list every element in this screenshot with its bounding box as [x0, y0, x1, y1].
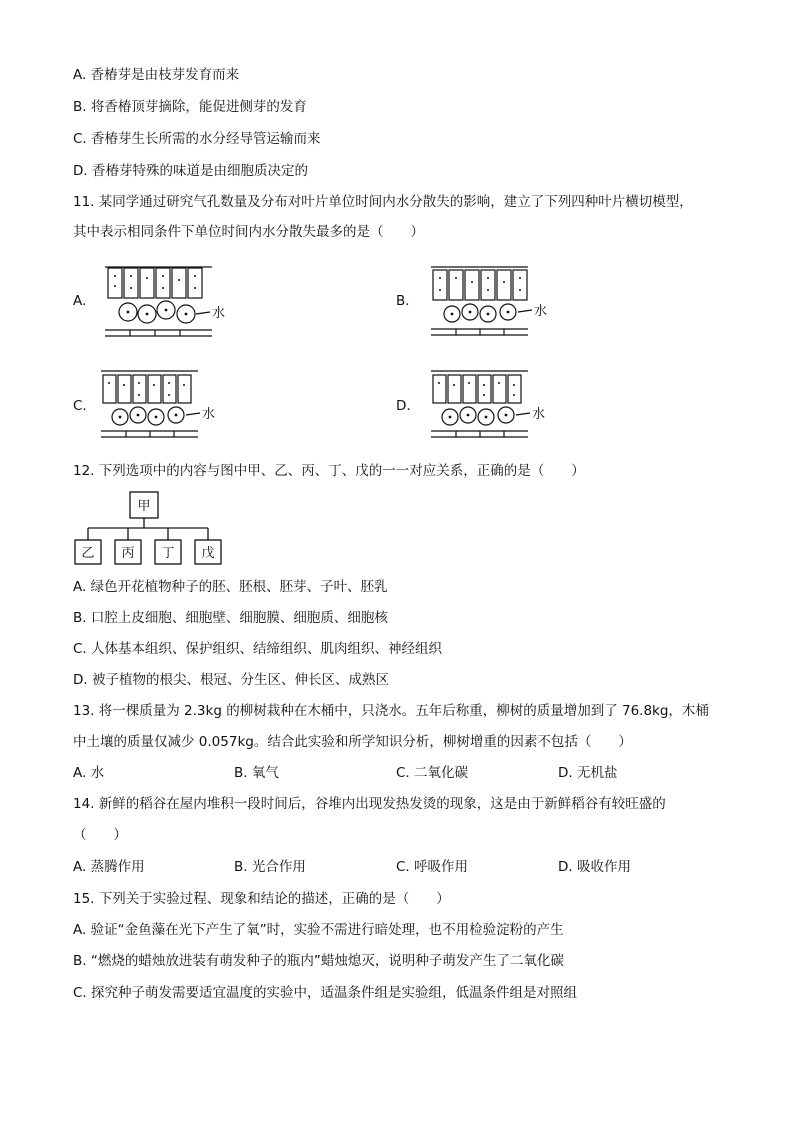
diagram-label-bing: 丙 [121, 546, 135, 561]
water-label-a: 水 [212, 306, 226, 321]
leaf-model-b [428, 262, 568, 342]
q12-stem: 12. 下列选项中的内容与图中甲、乙、丙、丁、戊的一一对应关系，正确的是（ ） [73, 463, 585, 479]
q14-option-d: D. 吸收作用 [558, 859, 631, 875]
water-label-b: 水 [534, 304, 548, 319]
q13-stem-line2: 中土壤的质量仅减少 0.057kg。结合此实验和所学知识分析，柳树增重的因素不包括（ ） [73, 734, 632, 750]
q14-option-c: C. 呼吸作用 [396, 859, 469, 875]
diagram-label-wu: 戊 [201, 546, 215, 561]
leaf-model-c [98, 365, 238, 445]
q15-option-c: C. 探究种子萌发需要适宜温度的实验中，适温条件组是实验组，低温条件组是对照组 [73, 985, 578, 1001]
water-label-c: 水 [202, 407, 216, 422]
q12-tree-diagram [70, 488, 230, 568]
q12-option-c: C. 人体基本组织、保护组织、结缔组织、肌肉组织、神经组织 [73, 641, 443, 657]
q11-stem-line2: 其中表示相同条件下单位时间内水分散失最多的是（ ） [73, 224, 424, 240]
q13-option-b: B. 氧气 [234, 765, 279, 781]
q11-stem-line1: 11. 某同学通过研究气孔数量及分布对叶片单位时间内水分散失的影响，建立了下列四种叶片横切模型， [73, 194, 693, 210]
water-label-d: 水 [532, 407, 546, 422]
q14-stem-line2: （ ） [73, 827, 127, 843]
q15-stem: 15. 下列关于实验过程、现象和结论的描述，正确的是（ ） [73, 891, 450, 907]
q15-option-b: B. “燃烧的蜡烛放进装有萌发种子的瓶内”蜡烛熄灭，说明种子萌发产生了二氧化碳 [73, 953, 564, 969]
q13-stem-line1: 13. 将一棵质量为 2.3kg 的柳树栽种在木桶中，只浇水。五年后称重，柳树的质量增加到了 76.8kg，木桶 [73, 703, 709, 719]
leaf-model-a [100, 262, 240, 342]
q11-label-d: D. [396, 398, 411, 414]
q12-option-a: A. 绿色开花植物种子的胚、胚根、胚芽、子叶、胚乳 [73, 579, 388, 595]
leaf-model-d [428, 365, 568, 445]
q13-option-d: D. 无机盐 [558, 765, 618, 781]
q10-option-a: A. 香椿芽是由枝芽发育而来 [73, 67, 240, 83]
q13-option-a: A. 水 [73, 765, 105, 781]
q10-option-b: B. 将香椿顶芽摘除，能促进侧芽的发育 [73, 99, 307, 115]
q10-option-d: D. 香椿芽特殊的味道是由细胞质决定的 [73, 163, 308, 179]
q11-label-a: A. [73, 293, 87, 309]
diagram-label-jia: 甲 [137, 499, 151, 514]
q15-option-a: A. 验证“金鱼藻在光下产生了氧”时，实验不需进行暗处理，也不用检验淀粉的产生 [73, 922, 564, 938]
diagram-label-ding: 丁 [161, 546, 175, 561]
q13-option-c: C. 二氧化碳 [396, 765, 469, 781]
q12-option-d: D. 被子植物的根尖、根冠、分生区、伸长区、成熟区 [73, 672, 389, 688]
q14-option-b: B. 光合作用 [234, 859, 306, 875]
diagram-label-yi: 乙 [81, 546, 95, 561]
q14-stem-line1: 14. 新鲜的稻谷在屋内堆积一段时间后，谷堆内出现发热发烫的现象，这是由于新鲜稻谷有较旺盛的 [73, 796, 666, 812]
q14-option-a: A. 蒸腾作用 [73, 859, 145, 875]
q12-option-b: B. 口腔上皮细胞、细胞壁、细胞膜、细胞质、细胞核 [73, 610, 388, 626]
q10-option-c: C. 香椿芽生长所需的水分经导管运输而来 [73, 131, 321, 147]
q11-label-b: B. [396, 293, 410, 309]
q11-label-c: C. [73, 398, 87, 414]
